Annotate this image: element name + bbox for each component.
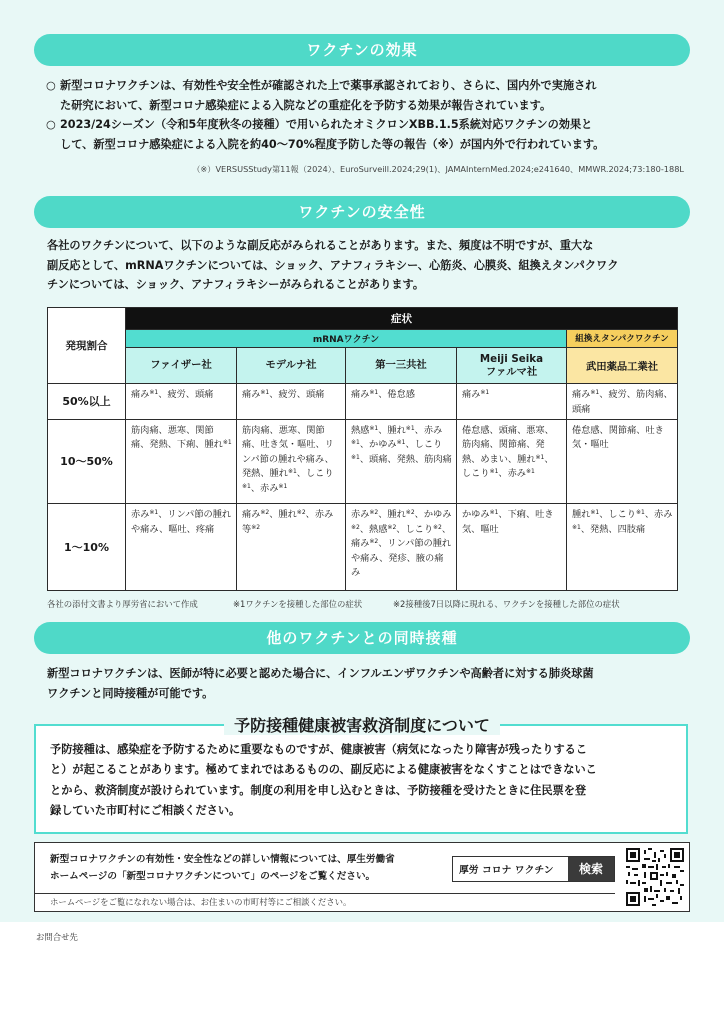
recomb-header: 組換えタンパクワクチン xyxy=(567,329,678,348)
relief-title-wrap xyxy=(0,713,724,736)
table-cell: 赤み$^{※2}$、腫れ$^{※2}$、かゆみ$^{※2}$、熱感$^{※2}$、しこり$^{※2}$、痛み$^{※2}$、リンパ節の腫れや痛み、発疹、腋の痛み xyxy=(346,504,457,591)
company-moderna: モデルナ社 xyxy=(237,348,346,384)
search-query: 厚労 コロナ ワクチン xyxy=(459,865,554,876)
safety-line-2: 副反応として、mRNAワクチンについては、ショック、アナフィラキシー、心筋炎、心膜炎、組換えタンパクワク xyxy=(47,258,619,272)
effect-bullet-2-line-2: して、新型コロナ感染症による入院を約40～70%程度予防した等の報告（※）が国内外で行われています。 xyxy=(60,137,605,151)
concurrent-line-2: ワクチンと同時接種が可能です。 xyxy=(47,686,214,700)
table-cell: 腫れ$^{※1}$、しこり$^{※1}$、赤み$^{※1}$、発熱、四肢痛 xyxy=(567,504,678,591)
effect-bullet-1-line-1: 新型コロナワクチンは、有効性や安全性が確認された上で薬事承認されており、さらに、国内外で実施され xyxy=(60,79,597,92)
relief-line-1: 予防接種は、感染症を予防するために重要なものですが、健康被害（病気になったり障害が残ったりするこ xyxy=(50,743,588,756)
table-cell: かゆみ$^{※1}$、下痢、吐き気、嘔吐 xyxy=(457,504,567,591)
safety-line-3: チンについては、ショック、アナフィラキシーがみられることがあります。 xyxy=(47,278,425,291)
table-cell: 痛み$^{※1}$、疲労、頭痛 xyxy=(237,384,346,419)
bullet-circle-icon: ○ xyxy=(46,79,56,92)
safety-section-title: ワクチンの安全性 xyxy=(34,196,690,228)
relief-line-2: と）が起こることがあります。極めてまれではあるものの、副反応による健康被害をなくすことはできないこ xyxy=(50,763,597,777)
concurrent-section-title: 他のワクチンとの同時接種 xyxy=(34,622,690,654)
rate-row-3: 1～10% xyxy=(48,504,126,591)
safety-line-1: 各社のワクチンについて、以下のような副反応がみられることがあります。また、頻度は不明ですが、重大な xyxy=(47,239,594,252)
relief-paragraph xyxy=(50,740,690,821)
rate-row-1: 50%以上 xyxy=(48,384,126,419)
effect-bullet-1 xyxy=(46,76,696,115)
company-meiji-line-2: ファルマ社 xyxy=(485,365,538,378)
effect-bullet-2-line-1: 2023/24シーズン（令和5年度秋冬の接種）で用いられたオミクロンXBB.1.5系統対応ワクチンの効果と xyxy=(60,118,593,131)
info-note: ホームページをご覧になれない場合は、お住まいの市町村等にご相談ください。 xyxy=(50,897,352,907)
company-takeda: 武田薬品工業社 xyxy=(567,348,678,384)
effect-bullet-1-line-2: た研究において、新型コロナ感染症による入院などの重症化を予防する効果が報告されています。 xyxy=(60,98,552,112)
company-meiji-line-1: Meiji Seika xyxy=(479,352,544,365)
info-divider xyxy=(35,893,615,894)
relief-title: 予防接種健康被害救済制度について xyxy=(224,716,500,735)
effect-section-title: ワクチンの効果 xyxy=(34,34,690,66)
relief-line-3: とから、救済制度が設けられています。制度の利用を申し込むときは、予防接種を受けたときに住民票を登 xyxy=(50,783,587,797)
table-cell: 痛み$^{※1}$、疲労、筋肉痛、頭痛 xyxy=(567,384,678,419)
table-cell: 痛み$^{※1}$ xyxy=(457,384,567,419)
table-cell: 筋肉痛、悪寒、関節痛、発熱、下痢、腫れ$^{※1}$ xyxy=(126,419,237,504)
effect-reference: （※）VERSUSStudy第11報（2024）、EuroSurveill.2024;29(1)、JAMAInternMed.2024;e241640、MMWR.2024;73:180-188L xyxy=(192,164,684,174)
qr-code-icon[interactable] xyxy=(626,848,684,906)
safety-paragraph xyxy=(47,236,697,295)
relief-line-4: 録していた市町村にご相談ください。 xyxy=(50,803,241,817)
table-cell: 熱感$^{※1}$、腫れ$^{※1}$、赤み$^{※1}$、かゆみ$^{※1}$、しこり$^{※1}$、頭痛、発熱、筋肉痛 xyxy=(346,419,457,504)
table-footnote-2: ※2接種後7日以降に現れる、ワクチンを接種した部位の症状 xyxy=(393,599,620,609)
table-cell: 筋肉痛、悪寒、関節痛、吐き気・嘔吐、リンパ節の腫れや痛み、発熱、腫れ$^{※1}$、しこり$^{※1}$、赤み$^{※1}$ xyxy=(237,419,346,504)
mrna-header: mRNAワクチン xyxy=(126,329,567,348)
search-box[interactable] xyxy=(452,856,615,882)
info-line-2: ホームページの「新型コロナワクチンについて」のページをご覧ください。 xyxy=(50,871,376,882)
effect-paragraph xyxy=(46,76,696,154)
bullet-circle-icon: ○ xyxy=(46,118,56,131)
side-effects-table xyxy=(47,307,678,591)
table-footnote-source: 各社の添付文書より厚労省において作成 xyxy=(47,599,198,609)
info-line-1: 新型コロナワクチンの有効性・安全性などの詳しい情報については、厚生労働省 xyxy=(50,854,395,865)
table-cell: 倦怠感、頭痛、悪寒、筋肉痛、関節痛、発熱、めまい、腫れ$^{※1}$、しこり$^{※1}$、赤み$^{※1}$ xyxy=(457,419,567,504)
company-meiji xyxy=(457,348,567,384)
concurrent-paragraph xyxy=(47,664,697,703)
info-paragraph xyxy=(50,851,450,885)
table-cell: 痛み$^{※1}$、疲労、頭痛 xyxy=(126,384,237,419)
table-footnote-1: ※1ワクチンを接種した部位の症状 xyxy=(233,599,363,609)
table-cell: 倦怠感、関節痛、吐き気・嘔吐 xyxy=(567,419,678,504)
rate-header: 発現割合 xyxy=(48,308,126,384)
symptom-header: 症状 xyxy=(126,308,678,330)
contact-label: お問合せ先 xyxy=(36,932,78,942)
table-cell: 痛み$^{※1}$、倦怠感 xyxy=(346,384,457,419)
search-button[interactable]: 検索 xyxy=(568,857,614,881)
table-cell: 赤み$^{※1}$、リンパ節の腫れや痛み、嘔吐、疼痛 xyxy=(126,504,237,591)
company-daiichi: 第一三共社 xyxy=(346,348,457,384)
concurrent-line-1: 新型コロナワクチンは、医師が特に必要と認めた場合に、インフルエンザワクチンや高齢者に対する肺炎球菌 xyxy=(47,667,594,680)
effect-bullet-2 xyxy=(46,115,696,154)
rate-row-2: 10～50% xyxy=(48,419,126,504)
table-cell: 痛み$^{※2}$、腫れ$^{※2}$、赤み等$^{※2}$ xyxy=(237,504,346,591)
company-pfizer: ファイザー社 xyxy=(126,348,237,384)
